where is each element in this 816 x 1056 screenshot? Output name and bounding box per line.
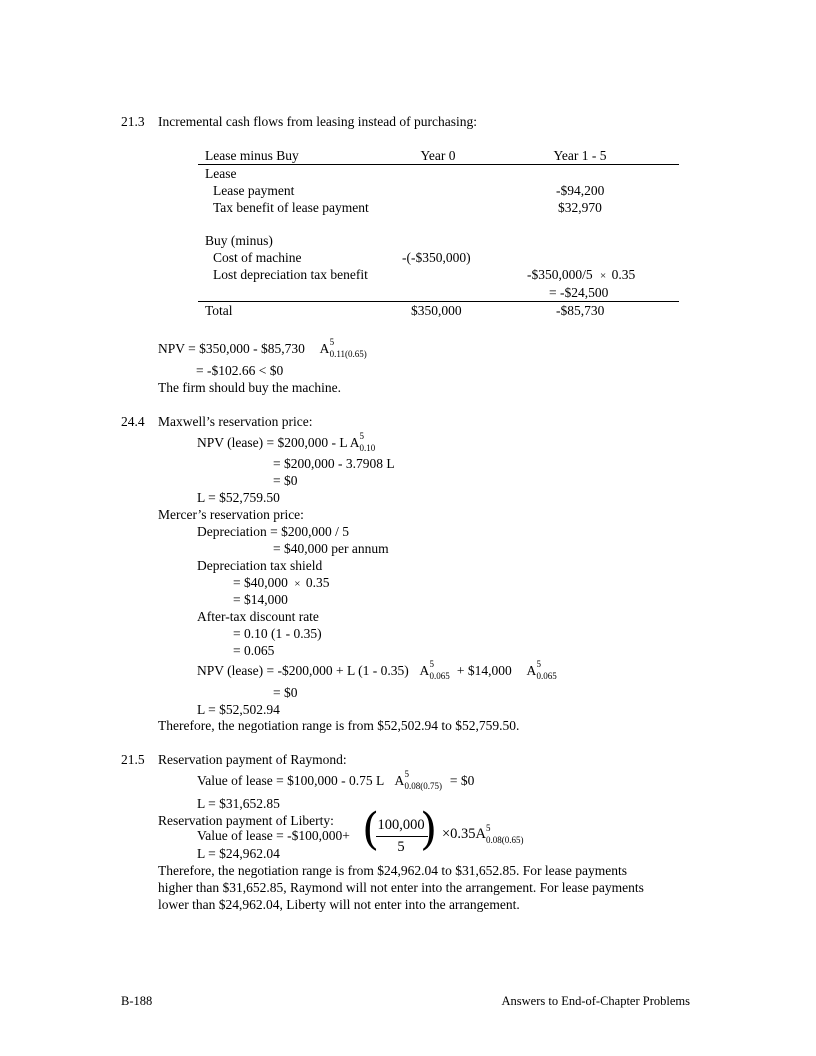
equation-text: = $0: [449, 773, 475, 788]
cell-value: = -$24,500: [549, 285, 609, 300]
cell-part: -$350,000/5: [527, 267, 593, 282]
equation: Depreciation = $200,000 / 5: [197, 524, 349, 539]
equation: = $40,000 per annum: [273, 541, 389, 556]
table-header-year0: Year 0: [420, 148, 456, 163]
equation: [442, 823, 536, 845]
subheading: Mercer’s reservation price:: [158, 507, 304, 522]
cell-value: $32,970: [558, 200, 602, 215]
annuity-rate: 0.065: [536, 671, 557, 681]
result: L = $52,759.50: [197, 490, 280, 505]
table-header-item: Lease minus Buy: [205, 148, 299, 163]
equation-text: 0.35: [305, 575, 330, 590]
equation-text: NPV = $350,000 - $85,730: [158, 341, 305, 356]
equation: = 0.065: [233, 643, 275, 658]
running-footer-title: Answers to End-of-Chapter Problems: [501, 994, 690, 1008]
subheading: After-tax discount rate: [197, 609, 319, 624]
cell-value: [527, 266, 635, 285]
annuity-periods: 5: [536, 659, 541, 669]
equation: = -$102.66 < $0: [196, 363, 284, 378]
problem-number: 21.3: [121, 114, 145, 129]
problem-number: 24.4: [121, 414, 145, 429]
cell-value: -$94,200: [556, 183, 605, 198]
table-rule-top: [198, 164, 679, 165]
subheading: Reservation payment of Raymond:: [158, 752, 347, 767]
annuity-factor: A 5 0.08(0.75): [394, 772, 446, 789]
conclusion: Therefore, the negotiation range is from $24,962.04 to $31,652.85. For lease payments: [158, 863, 628, 878]
row-label: Lost depreciation tax benefit: [213, 267, 368, 282]
page-number: B-188: [121, 994, 153, 1008]
result: L = $52,502.94: [197, 702, 280, 717]
left-paren: (: [362, 804, 380, 855]
equation: = $14,000: [233, 592, 288, 607]
conclusion: Therefore, the negotiation range is from $52,502.94 to $52,759.50.: [158, 718, 520, 733]
equation: = $200,000 - 3.7908 L: [273, 456, 395, 471]
equation: [158, 337, 367, 359]
equation: Value of lease = -$100,000+: [197, 828, 350, 843]
conclusion: higher than $31,652.85, Raymond will not enter into the arrangement. For lease payments: [158, 880, 644, 895]
annuity-factor: A 5 0.065: [419, 662, 453, 679]
subheading: Depreciation tax shield: [197, 558, 323, 573]
equation: [197, 431, 381, 453]
equation-text: NPV (lease) = -$200,000 + L (1 - 0.35): [197, 663, 409, 678]
equation-text: NPV (lease) = $200,000 - L A: [197, 435, 360, 450]
times-sign: ×: [600, 270, 607, 282]
fraction-numerator: 100,000: [377, 817, 425, 833]
table-header-year15: Year 1 - 5: [553, 148, 607, 163]
row-label: Buy (minus): [205, 233, 273, 248]
subheading: Maxwell’s reservation price:: [158, 414, 313, 429]
conclusion: The firm should buy the machine.: [158, 380, 341, 395]
conclusion: lower than $24,962.04, Liberty will not enter into the arrangement.: [158, 897, 520, 912]
annuity-rate: 0.11(0.65): [329, 349, 367, 359]
annuity-periods: 5: [486, 823, 491, 833]
equation: [197, 659, 560, 681]
annuity-periods: 5: [404, 769, 409, 779]
equation-text: Value of lease = $100,000 - 0.75 L: [197, 773, 384, 788]
equation: = 0.10 (1 - 0.35): [233, 626, 322, 641]
result: L = $24,962.04: [197, 846, 280, 861]
annuity-factor: [359, 431, 381, 453]
row-label: Lease payment: [213, 183, 295, 198]
row-label: Total: [205, 303, 233, 318]
row-label: Cost of machine: [213, 250, 302, 265]
annuity-rate: 0.10: [359, 443, 376, 453]
right-paren: ): [420, 804, 438, 855]
subheading: Reservation payment of Liberty:: [158, 813, 334, 828]
annuity-factor: [486, 823, 536, 845]
annuity-factor: A 5 0.11(0.65): [320, 340, 354, 357]
times-sign: ×: [294, 578, 301, 590]
cell-part: 0.35: [611, 267, 636, 282]
problem-title: Incremental cash flows from leasing instead of purchasing:: [158, 114, 478, 129]
row-label: Tax benefit of lease payment: [213, 200, 369, 215]
fraction-denominator: 5: [397, 839, 405, 855]
annuity-periods: 5: [329, 337, 335, 347]
row-label: Lease: [205, 166, 237, 181]
equation-text: = $40,000: [233, 575, 288, 590]
equation: [197, 769, 475, 791]
annuity-periods: 5: [429, 659, 434, 669]
cell-value: -(-$350,000): [402, 250, 471, 265]
result: L = $31,652.85: [197, 796, 280, 811]
annuity-periods: 5: [359, 431, 364, 441]
annuity-rate: 0.08(0.75): [404, 781, 442, 791]
annuity-rate: 0.065: [429, 671, 450, 681]
problem-number: 21.5: [121, 752, 145, 767]
annuity-rate: 0.08(0.65): [486, 835, 524, 845]
cell-value: $350,000: [411, 303, 462, 318]
cell-value: -$85,730: [556, 303, 605, 318]
equation-text: ×0.35A: [442, 826, 487, 842]
equation-text: + $14,000: [456, 663, 512, 678]
equation: = $0: [273, 685, 298, 700]
annuity-factor: A 5 0.065: [526, 662, 560, 679]
equation: = $0: [273, 473, 298, 488]
